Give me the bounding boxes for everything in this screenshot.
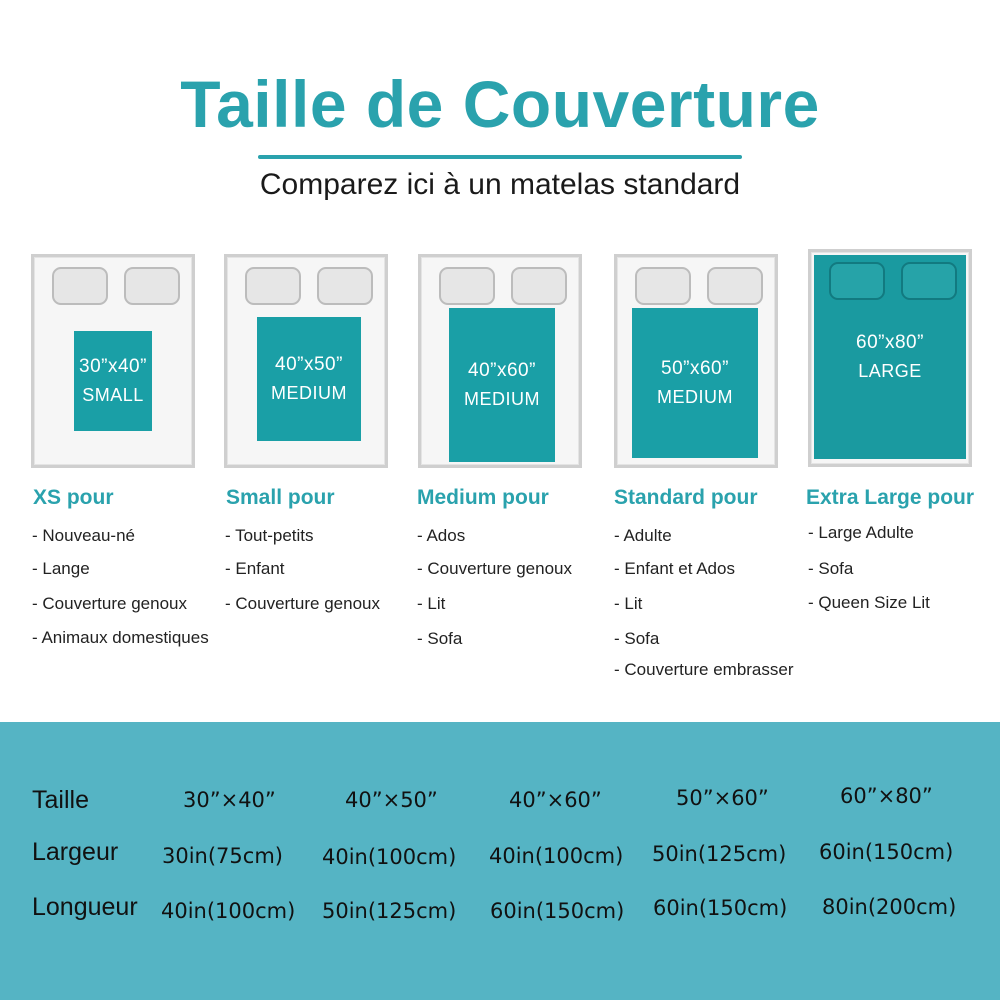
table-cell: 30”×40” <box>183 788 276 812</box>
list-item: - Couverture genoux <box>32 594 187 613</box>
blanket-label: SMALL <box>82 385 144 405</box>
list-item: - Large Adulte <box>808 523 914 542</box>
blanket-label: LARGE <box>858 361 922 381</box>
blanket-size: 40”x50” <box>275 354 343 375</box>
table-cell: 40in(100cm) <box>489 844 624 868</box>
table-cell: 50in(125cm) <box>322 899 457 923</box>
blanket-size: 50”x60” <box>661 358 729 379</box>
pillow-icon <box>829 262 885 300</box>
list-item: - Sofa <box>417 629 463 648</box>
list-item: - Enfant et Ados <box>614 559 735 578</box>
table-cell: 40”×50” <box>345 788 438 812</box>
pillow-icon <box>317 267 373 305</box>
size-table <box>0 722 1000 1000</box>
table-cell: 50”×60” <box>676 786 769 810</box>
pillow-icon <box>511 267 567 305</box>
list-item: - Couverture embrasser <box>614 660 794 679</box>
blanket-medium <box>449 308 555 462</box>
pillow-icon <box>124 267 180 305</box>
list-item: - Enfant <box>225 559 285 578</box>
blanket-size: 30”x40” <box>79 356 147 377</box>
list-item: - Animaux domestiques <box>32 628 209 647</box>
bed-diagram-xs <box>31 254 195 468</box>
category-heading-medium: Medium pour <box>417 486 549 509</box>
blanket-xs <box>74 331 152 431</box>
table-cell: 30in(75cm) <box>162 844 283 868</box>
pillow-icon <box>901 262 957 300</box>
bed-diagram-medium <box>418 254 582 468</box>
list-item: - Lit <box>614 594 643 613</box>
table-cell: 60in(150cm) <box>490 899 625 923</box>
list-item: - Sofa <box>614 629 660 648</box>
page-subtitle: Comparez ici à un matelas standard <box>259 168 741 201</box>
list-item: - Queen Size Lit <box>808 593 930 612</box>
list-item: - Couverture genoux <box>225 594 380 613</box>
page-title: Taille de Couverture <box>180 67 820 141</box>
table-cell: 60in(150cm) <box>653 896 788 920</box>
title-underline <box>258 155 742 159</box>
bed-diagram-extra-large <box>808 249 972 467</box>
list-item: - Ados <box>417 526 466 545</box>
list-item: - Tout-petits <box>225 526 314 545</box>
list-item: - Lange <box>32 559 90 578</box>
blanket-label: MEDIUM <box>271 383 347 403</box>
category-heading-small: Small pour <box>226 486 335 509</box>
blanket-small <box>257 317 361 441</box>
table-cell: 40in(100cm) <box>161 899 296 923</box>
category-heading-xs: XS pour <box>33 486 114 509</box>
table-cell: 60in(150cm) <box>819 840 954 864</box>
bed-diagram-standard <box>614 254 778 468</box>
list-item: - Lit <box>417 594 446 613</box>
table-cell: 60”×80” <box>840 784 933 808</box>
category-heading-extra-large: Extra Large pour <box>806 486 975 509</box>
row-label-largeur: Largeur <box>32 838 119 866</box>
row-label-longueur: Longueur <box>32 893 138 921</box>
pillow-icon <box>52 267 108 305</box>
category-heading-standard: Standard pour <box>614 486 758 509</box>
pillow-icon <box>439 267 495 305</box>
blanket-size: 40”x60” <box>468 360 536 381</box>
pillow-icon <box>245 267 301 305</box>
list-item: - Couverture genoux <box>417 559 572 578</box>
bed-diagram-small <box>224 254 388 468</box>
blanket-size: 60”x80” <box>856 332 924 353</box>
table-cell: 40”×60” <box>509 788 602 812</box>
table-cell: 80in(200cm) <box>822 895 957 919</box>
list-item: - Sofa <box>808 559 854 578</box>
blanket-label: MEDIUM <box>464 389 540 409</box>
pillow-icon <box>707 267 763 305</box>
blanket-standard <box>632 308 758 458</box>
pillow-icon <box>635 267 691 305</box>
table-cell: 40in(100cm) <box>322 845 457 869</box>
list-item: - Nouveau-né <box>32 526 136 545</box>
blanket-label: MEDIUM <box>657 387 733 407</box>
row-label-taille: Taille <box>32 786 89 814</box>
table-cell: 50in(125cm) <box>652 842 787 866</box>
list-item: - Adulte <box>614 526 672 545</box>
